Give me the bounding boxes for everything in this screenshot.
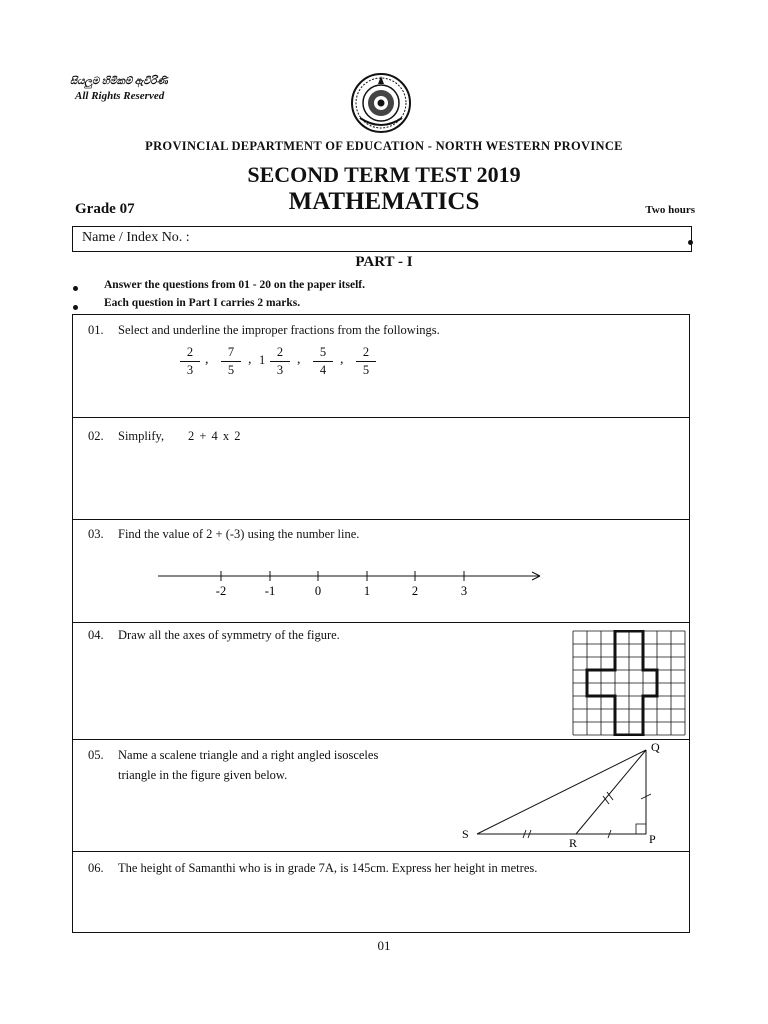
tick-label: 3 (460, 584, 468, 598)
instruction-bullet (73, 286, 78, 291)
page-number: 01 (377, 938, 391, 953)
test-title: SECOND TERM TEST 2019 (247, 162, 521, 187)
copyright-english: All Rights Reserved (75, 90, 165, 102)
grade-label: Grade 07 (75, 201, 135, 217)
instruction-2: Each question in Part I carries 2 marks. (104, 297, 301, 309)
duration-label: Two hours (645, 204, 695, 216)
symmetry-grid-figure[interactable] (572, 630, 686, 736)
fraction-5[interactable] (356, 345, 376, 378)
fraction-3-whole: 1 (259, 353, 266, 367)
question-divider (72, 851, 690, 852)
fraction-separator: , (248, 352, 252, 367)
question-2-expression: 2 + 4 x 2 (188, 429, 242, 443)
fraction-1[interactable] (180, 345, 200, 378)
instruction-bullet (73, 305, 78, 310)
subject-title: MATHEMATICS (288, 188, 480, 215)
question-4-number: 04. (88, 628, 104, 642)
tick-label: -2 (215, 584, 227, 598)
tick-label: -1 (264, 584, 276, 598)
name-index-label: Name / Index No. : (82, 230, 190, 245)
fraction-denominator: 3 (276, 363, 284, 377)
tick-label: 2 (411, 584, 419, 598)
fraction-numerator: 7 (221, 345, 241, 362)
vertex-label-p: P (649, 832, 656, 846)
question-1-number: 01. (88, 323, 104, 337)
fraction-separator: , (205, 352, 209, 367)
vertex-label-q: Q (651, 740, 660, 754)
question-5-number: 05. (88, 748, 104, 762)
question-5-line2: triangle in the figure given below. (118, 768, 288, 782)
emblem-icon (350, 72, 412, 134)
fraction-2[interactable] (221, 345, 241, 378)
question-4-text: Draw all the axes of symmetry of the figure. (118, 628, 340, 642)
question-3-number: 03. (88, 527, 104, 541)
number-line[interactable] (150, 565, 560, 605)
fraction-numerator: 2 (180, 345, 200, 362)
question-2-text: Simplify, (118, 429, 165, 443)
fraction-denominator: 5 (227, 363, 235, 377)
question-divider (72, 417, 690, 418)
question-1-text: Select and underline the improper fractions from the followings. (118, 323, 440, 337)
copyright-sinhala: සියලුම හිමිකම් ඇවිරිණි (70, 76, 168, 87)
fraction-numerator: 2 (270, 345, 290, 362)
part-title: PART - I (355, 254, 413, 270)
vertex-label-s: S (462, 827, 469, 841)
fraction-separator: , (297, 352, 301, 367)
triangle-figure[interactable] (455, 740, 680, 850)
fraction-denominator: 3 (186, 363, 194, 377)
fraction-denominator: 4 (319, 363, 327, 377)
fraction-3[interactable] (270, 345, 290, 378)
question-3-text: Find the value of 2 + (-3) using the number line. (118, 527, 360, 541)
fraction-4[interactable] (313, 345, 333, 378)
fraction-numerator: 2 (356, 345, 376, 362)
question-5-line1: Name a scalene triangle and a right angled isosceles (118, 748, 379, 762)
question-divider (72, 519, 690, 520)
tick-label: 0 (314, 584, 322, 598)
fraction-numerator: 5 (313, 345, 333, 362)
name-field-dot (688, 240, 693, 245)
tick-label: 1 (363, 584, 371, 598)
fraction-separator: , (340, 352, 344, 367)
vertex-label-r: R (569, 836, 578, 850)
department-title: PROVINCIAL DEPARTMENT OF EDUCATION - NORTH WESTERN PROVINCE (145, 139, 623, 153)
fraction-denominator: 5 (362, 363, 370, 377)
question-divider (72, 622, 690, 623)
instruction-1: Answer the questions from 01 - 20 on the paper itself. (104, 279, 365, 291)
question-6-number: 06. (88, 861, 104, 875)
question-6-text: The height of Samanthi who is in grade 7A, is 145cm. Express her height in metres. (118, 861, 538, 875)
question-2-number: 02. (88, 429, 104, 443)
